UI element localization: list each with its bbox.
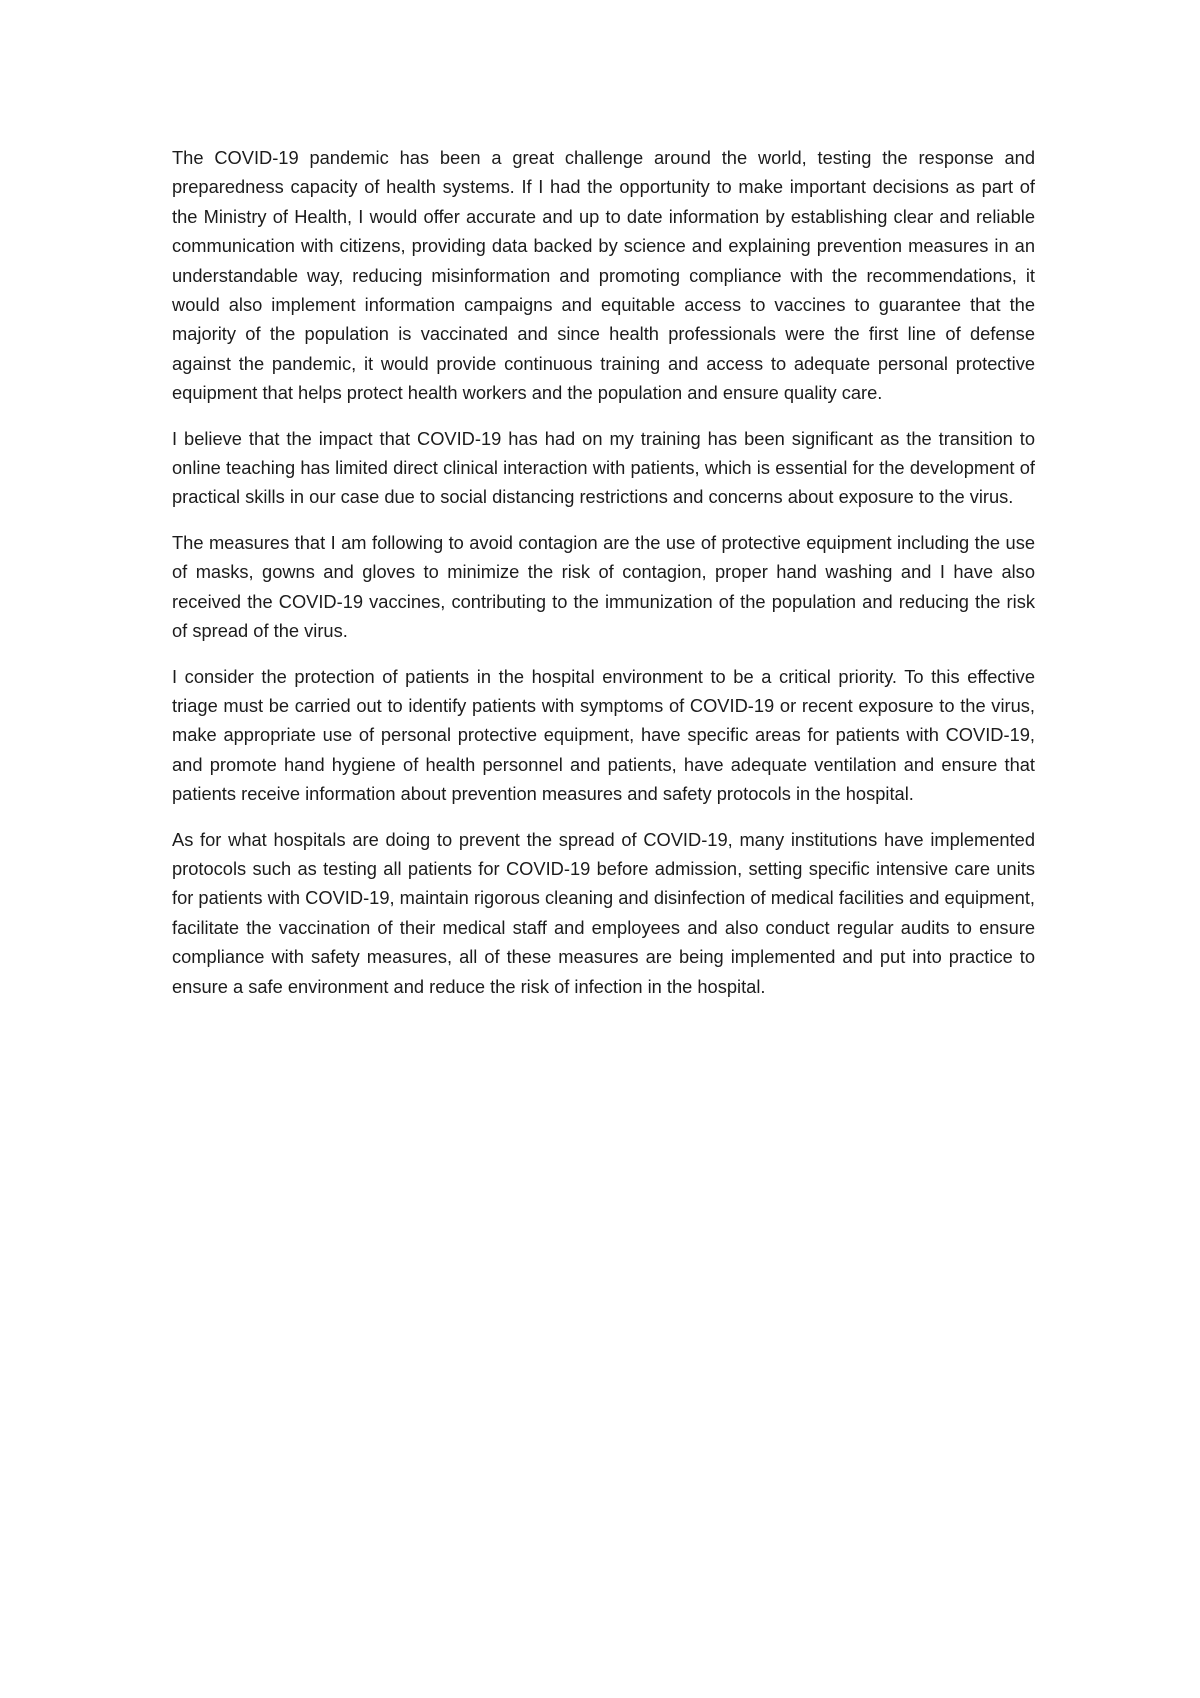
paragraph-2: I believe that the impact that COVID-19 has had on my training has been significant as the transition to online teaching has limited direct clinical interaction with patients, which is essential for the development of practical skills in our case due to social distancing restrictions and concerns about exposure to the virus. (172, 427, 1035, 508)
paragraph-3: The measures that I am following to avoid contagion are the use of protective equipment including the use of masks, gowns and gloves to minimize the risk of contagion, proper hand washing and I have also received the COVID-19 vaccines, contributing to the immunization of the population and reducing the risk of spread of the virus. (172, 531, 1035, 642)
paragraph-5: As for what hospitals are doing to prevent the spread of COVID-19, many institutions have implemented protocols such as testing all patients for COVID-19 before admission, setting specific intensive care units for patients with COVID-19, maintain rigorous cleaning and disinfection of medical facilities and equipment, facilitate the vaccination of their medical staff and employees and also conduct regular audits to ensure compliance with safety measures, all of these measures are being implemented and put into practice to ensure a safe environment and reduce the risk of infection in the hospital. (172, 828, 1035, 997)
paragraph-4: I consider the protection of patients in the hospital environment to be a critical priority. To this effective triage must be carried out to identify patients with symptoms of COVID-19 or recent exposure to the virus, make appropriate use of personal protective equipment, have specific areas for patients with COVID-19, and promote hand hygiene of health personnel and patients, have adequate ventilation and ensure that patients receive information about prevention measures and safety protocols in the hospital. (172, 665, 1035, 805)
paragraph-1: The COVID-19 pandemic has been a great challenge around the world, testing the response and preparedness capacity of health systems. If I had the opportunity to make important decisions as part of the Ministry of Health, I would offer accurate and up to date information by establishing clear and reliable communication with citizens, providing data backed by science and explaining prevention measures in an understandable way, reducing misinformation and promoting compliance with the recommendations, it would also implement information campaigns and equitable access to vaccines to guarantee that the majority of the population is vaccinated and since health professionals were the first line of defense against the pandemic, it would provide continuous training and access to adequate personal protective equipment that helps protect health workers and the population and ensure quality care. (172, 147, 1035, 404)
document-body (172, 143, 1035, 1017)
